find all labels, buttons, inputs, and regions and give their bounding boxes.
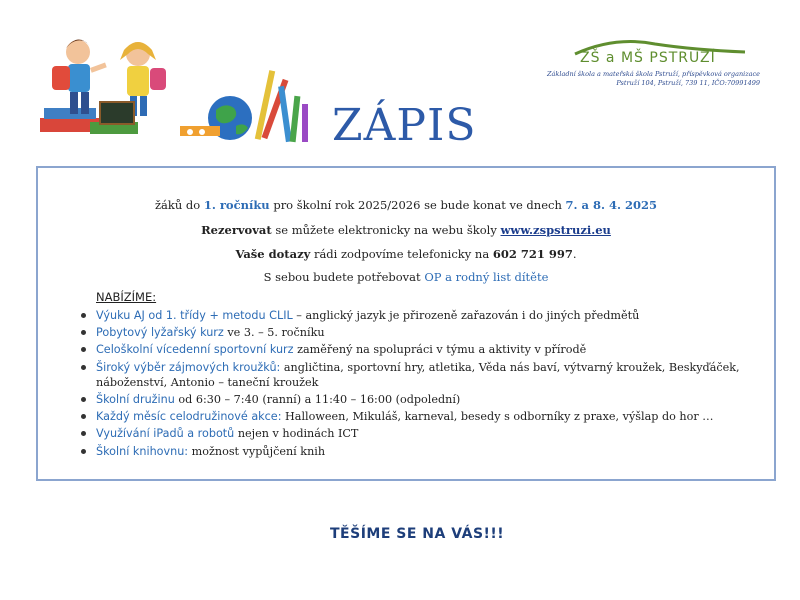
offer-text: – anglický jazyk je přirozeně zařazován i do jiných předmětů: [292, 309, 640, 322]
offer-text: angličtina, sportovní hry, atletika, Věda nás baví, výtvarný kroužek, Beskyďáček, náboženství, Antonio – taneční kroužek: [96, 360, 740, 389]
reservation-label: Rezervovat: [201, 223, 272, 237]
offer-text: Halloween, Mikuláš, karneval, besedy s odborníky z praxe, výšlap do hor …: [281, 410, 714, 424]
grade-text: 1. ročníku: [203, 198, 270, 212]
offer-highlight: Výuku AJ od 1. třídy + metodu CLIL: [96, 309, 293, 322]
offer-highlight: Využívání iPadů a robotů: [96, 427, 235, 441]
offer-heading: NABÍZÍME:: [96, 290, 157, 304]
list-item: [78, 409, 778, 424]
enrolment-dates: 7. a 8. 4. 2025: [565, 198, 658, 212]
offer-highlight: Školní knihovnu:: [96, 444, 189, 458]
school-website-link[interactable]: www.zspstruzi.eu: [500, 223, 611, 237]
children-illustration: [30, 30, 320, 145]
school-logo: [535, 38, 760, 100]
phone-number: 602 721 997: [492, 247, 573, 261]
offer-highlight: Pobytový lyžařský kurz: [96, 326, 224, 340]
list-item: [78, 342, 778, 357]
offer-text: zaměřený na spolupráci v týmu a aktivity v přírodě: [293, 343, 587, 357]
list-item: [78, 360, 778, 390]
required-documents: OP a rodný list dítěte: [424, 270, 549, 284]
questions-label: Vaše dotazy: [235, 247, 311, 261]
list-item: [78, 392, 778, 407]
offer-text: od 6:30 – 7:40 (ranní) a 11:40 – 16:00 (odpolední): [174, 393, 461, 407]
offer-highlight: Široký výběr zájmových kroužků:: [96, 360, 281, 374]
offer-highlight: Celoškolní vícedenní sportovní kurz: [96, 343, 294, 357]
list-item: [78, 325, 778, 340]
closing-slogan: TĚŠÍME SE NA VÁS!!!: [330, 526, 505, 542]
intro-line-reservation: [38, 223, 774, 237]
list-item: [78, 426, 778, 441]
intro-line-questions: [38, 247, 774, 261]
intro-line-enrolment: [38, 198, 774, 212]
school-clipart-icon: [30, 30, 320, 145]
logo-subtitle-line-2: Pstruží 104, Pstruží, 739 11, IČO:70991499: [616, 79, 760, 87]
offer-highlight: Školní družinu: [96, 393, 175, 407]
intro-text: pro školní rok 2025/2026 se bude konat ve dnech: [269, 198, 566, 212]
page-title: ZÁPIS: [332, 100, 477, 151]
intro-text: se můžete elektronicky na webu školy: [271, 223, 501, 237]
logo-subtitle-line-1: Základní škola a mateřská škola Pstruží, příspěvková organizace: [547, 70, 760, 78]
intro-text: .: [572, 247, 577, 261]
logo-school-name: ZŠ a MŠ PSTRUŽÍ: [580, 50, 716, 66]
offer-text: ve 3. – 5. ročníku: [223, 326, 325, 340]
offer-text: nejen v hodinách ICT: [234, 427, 359, 441]
logo-subtitle: [545, 70, 760, 88]
offer-highlight: Každý měsíc celodružinové akce:: [96, 410, 282, 424]
offer-list: [78, 308, 778, 461]
intro-text: žáků do: [154, 198, 204, 212]
info-box: [36, 166, 776, 481]
intro-text: rádi zodpovíme telefonicky na: [310, 247, 493, 261]
list-item: [78, 444, 778, 459]
intro-line-documents: [38, 270, 774, 284]
list-item: [78, 308, 778, 323]
offer-text: možnost vypůjčení knih: [188, 444, 326, 458]
intro-text: S sebou budete potřebovat: [263, 270, 425, 284]
